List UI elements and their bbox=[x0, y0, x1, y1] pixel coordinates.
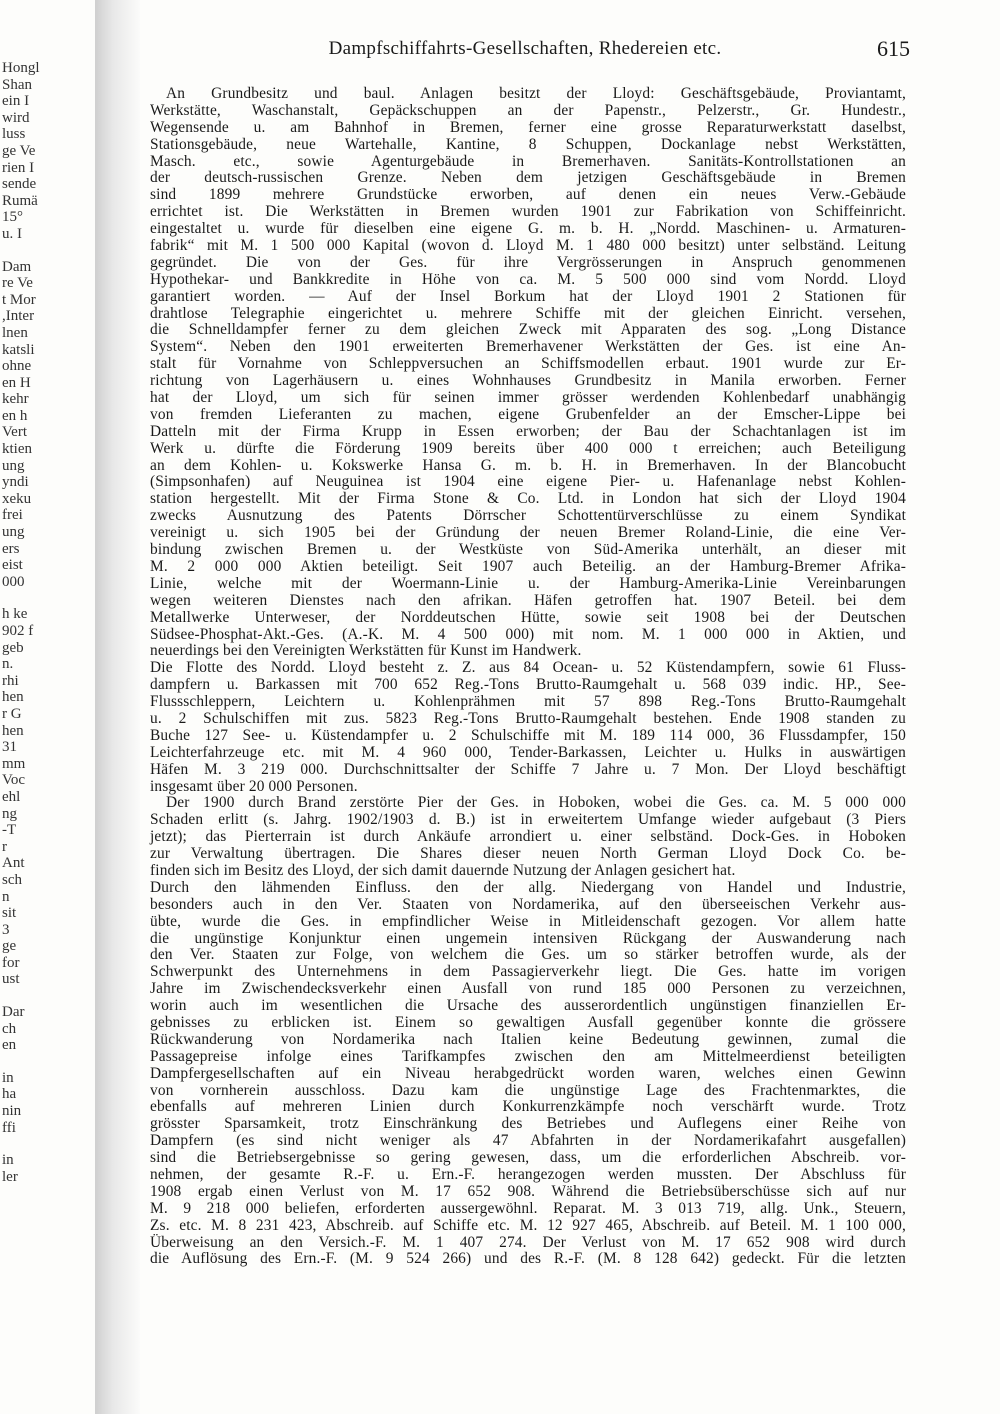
adjacent-page-text-fragment: in bbox=[2, 1069, 14, 1086]
text-line: Wegensende u. am Bahnhof in Bremen, ferner eine grosse Reparaturwerkstatt daselbst, bbox=[150, 118, 906, 136]
text-line: Flussschleppern, Leichtern u. Kohlenprähmen mit 57 898 Reg.-Tons Brutto-Raumgehalt bbox=[150, 693, 906, 711]
text-line: Südsee-Phosphat-Akt.-Ges. (A.-K. M. 4 500 000) mit nom. M. 1 000 000 in Aktien, und bbox=[150, 625, 906, 643]
adjacent-page-text-fragment: ha bbox=[2, 1086, 17, 1103]
binding-gutter bbox=[95, 0, 140, 1414]
text-line: nehmen, der gesamte R.-F. u. Ern.-F. herangezogen werden mussten. Der Abschluss für bbox=[150, 1166, 906, 1183]
adjacent-page-text-fragment: lnen bbox=[2, 324, 28, 341]
text-line: worin auch im wesentlichen die Ursache des ausserordentlich ungünstigen finanziellen Er- bbox=[150, 997, 906, 1015]
text-line: sind 1899 mehrere Grundstücke erworben, auf denen ein neues Verw.-Gebäude bbox=[150, 186, 906, 204]
adjacent-page-text-fragment: sit bbox=[2, 905, 17, 922]
adjacent-page-text-fragment: eist bbox=[2, 557, 23, 574]
text-line: Rückwanderung von Nordamerika nach Italien keine Bedeutung gewinnen, zumal die bbox=[150, 1030, 906, 1048]
adjacent-page-text-fragment bbox=[0, 1136, 100, 1152]
text-line: Werkstätte, Waschanstalt, Gepäckschuppen an der Papenstr., Pelzerstr., Gr. Hundestr., bbox=[150, 101, 906, 119]
text-line: Leichterfahrzeuge etc. mit M. 4 960 000, Tender-Barkassen, Leichter u. Hulks in auswärtigen bbox=[150, 743, 906, 761]
text-line: garantiert worden. — Auf der Insel Borkum hat der Lloyd 1901 2 Stationen für bbox=[150, 287, 906, 305]
text-line: den Ver. Staaten zur Folge, von welchem die Ges. um so stärker betroffen wurde, als der bbox=[150, 946, 906, 964]
text-line: An Grundbesitz und baul. Anlagen besitzt der Lloyd: Geschäftsgebäude, Proviantamt, bbox=[166, 85, 906, 102]
text-line: Jahre im Zwischendecksverkehr einen Ausfall von rund 185 000 Personen zu verzeichnen, bbox=[150, 980, 906, 998]
text-line: M. 2 000 000 Aktien beteiligt. Seit 1907 auch Beteilig. an der Hamburg-Bremer Afrika- bbox=[150, 557, 906, 575]
body-text bbox=[150, 86, 906, 1268]
text-line: von fremden Lieferanten zu machen, eigene Grubenfelder an der Emscher-Lippe bei bbox=[150, 405, 906, 423]
text-line: sind die Betriebsergebnisse so gering gewesen, dass, um die erforderlichen Abschreib. vor- bbox=[150, 1149, 906, 1167]
adjacent-page-text-fragment: Ant bbox=[2, 855, 25, 872]
text-line: Häfen M. 3 219 000. Durchschnittsalter der Schiffe 7 Jahre u. 7 Mon. Der Lloyd beschäftigt bbox=[150, 760, 906, 778]
text-line: eingestaltet u. wurde für dieselben eine eigene G. m. b. H. „Nordd. Maschinen- u. Armaturen- bbox=[150, 220, 906, 238]
adjacent-page-text-fragment: in bbox=[2, 1152, 14, 1169]
adjacent-page-text-fragment: re Ve bbox=[2, 275, 33, 292]
text-line: bindung zwischen Bremen u. der Westküste von Süd-Amerika unterhält, an dieser mit bbox=[150, 541, 906, 559]
adjacent-page-text-fragment: n. bbox=[2, 656, 14, 673]
adjacent-page-text-fragment: h ke bbox=[2, 606, 28, 623]
adjacent-page-text-fragment: kehr bbox=[2, 391, 29, 408]
text-line: hat der Lloyd, um sich für seinen immer grösser werdenden Kohlenbedarf unabhängig bbox=[150, 389, 906, 407]
text-line: an dem Kohlen- u. Kokswerke Hansa G. m. b. H. in Bremerhaven. In der Blancobucht bbox=[150, 456, 906, 474]
text-line: (Simpsonhafen) auf Neuguinea ist 1904 eine eigene Pier- u. Hafenanlage nebst Kohlen- bbox=[150, 473, 906, 491]
text-line: station hergestellt. Mit der Firma Stone & Co. Ltd. in London hat sich der Lloyd 1904 bbox=[150, 490, 906, 508]
text-line: die Auflösung des Ern.-F. (M. 9 524 266) und des R.-F. (M. 8 128 642) gedeckt. Für die letzten bbox=[150, 1250, 906, 1268]
text-line: insgesamt über 20 000 Personen. bbox=[150, 777, 358, 795]
adjacent-page-text-fragment: sende bbox=[2, 176, 37, 193]
adjacent-page-text-fragment bbox=[0, 590, 100, 606]
text-line: zwecks Ausnutzung des Patents Dörrscher Schottentürverschlüsse zu einem Syndikat bbox=[150, 507, 906, 525]
adjacent-page-text-fragment: sch bbox=[2, 871, 22, 888]
text-line: gegründet. Die von der Ges. für ihre Vergrösserungen in Anspruch genommenen bbox=[150, 253, 906, 271]
adjacent-page-text-fragment: Dam bbox=[2, 258, 32, 275]
adjacent-page-text-fragment: frei bbox=[2, 507, 23, 524]
text-line: zur Verwaltung übertragen. Die Shares dieser neuen North German Lloyd Dock Co. be- bbox=[150, 845, 906, 863]
adjacent-page-text-fragment: 3 bbox=[2, 921, 10, 938]
text-line: M. 9 218 000 beliefen, erforderten aussergewöhnl. Reparat. M. 3 013 719, allg. Unk., Steuern, bbox=[150, 1199, 906, 1217]
adjacent-page-text-fragment: Vert bbox=[2, 424, 27, 441]
text-line: wegen weiteren Dienstes nach den afrikan. Häfen getroffen hat. 1907 Beteil. bei dem bbox=[150, 591, 906, 609]
adjacent-page-text-fragment: ffi bbox=[2, 1119, 16, 1136]
adjacent-page-text-fragment: ehl bbox=[2, 788, 21, 805]
adjacent-page-text-fragment: Voc bbox=[2, 772, 26, 789]
adjacent-page-text-fragment: t Mor bbox=[2, 291, 36, 308]
text-line: Die Flotte des Nordd. Lloyd besteht z. Z. aus 84 Ocean- u. 52 Küstendampfern, sowie 61 Fluss- bbox=[150, 659, 906, 677]
adjacent-page-text-fragment: ge bbox=[2, 938, 17, 955]
adjacent-page-text-fragment: en bbox=[2, 1037, 17, 1054]
adjacent-page-text-fragment: Shan bbox=[2, 76, 32, 93]
text-line: fabrik“ mit M. 1 500 000 Kapital (wovon d. Lloyd M. 1 480 000 besitzt) unter selbständ. Leitung bbox=[150, 237, 906, 255]
adjacent-page-text-fragment: rien I bbox=[2, 159, 35, 176]
adjacent-page-text-fragment: yndi bbox=[2, 474, 29, 491]
adjacent-page-text-fragment: ung bbox=[2, 457, 25, 474]
adjacent-page-text-fragment: 15° bbox=[2, 209, 23, 226]
adjacent-page-text-fragment bbox=[0, 988, 100, 1004]
adjacent-page-text-fragment: Hongl bbox=[2, 60, 40, 76]
text-line: Passagepreise infolge eines Tarifkampfes zwischen den am Mittelmeerdienst beteiligten bbox=[150, 1047, 906, 1065]
text-line: die ungünstige Konjunktur einen ungemein intensiven Rückgang der Auswanderung nach bbox=[150, 929, 906, 947]
text-line: finden sich im Besitz des Lloyd, der sich damit dauernde Nutzung der Anlagen gesichert hat. bbox=[150, 861, 736, 879]
adjacent-page-text-fragment: ohne bbox=[2, 358, 32, 375]
adjacent-page-text-fragment: katsli bbox=[2, 341, 35, 358]
page-header bbox=[140, 36, 910, 66]
adjacent-page-text-fragment: ktien bbox=[2, 441, 32, 458]
page-number: 615 bbox=[877, 36, 910, 61]
adjacent-page-text-fragment: xeku bbox=[2, 490, 32, 507]
text-line: Hypothekar- und Bankkredite in Höhe von ca. M. 5 500 000 sind vom Nordd. Lloyd bbox=[150, 270, 906, 288]
adjacent-page-text-fragment: luss bbox=[2, 126, 26, 143]
text-line: Dampfern (es sind nicht weniger als 47 Abfahrten in der Nordamerikafahrt ausgefallen) bbox=[150, 1132, 906, 1150]
adjacent-page-text-fragment: ers bbox=[2, 540, 20, 557]
text-line: Der 1900 durch Brand zerstörte Pier der Ges. in Hoboken, wobei die Ges. ca. M. 5 000 000 bbox=[166, 794, 906, 812]
adjacent-page-text-fragment: ch bbox=[2, 1020, 17, 1037]
text-line: drahtlose Telegraphie eingerichtet u. mehrere Schiffe mit der gleichen Einricht. versehen, bbox=[150, 304, 906, 322]
adjacent-page-text-fragment: u. I bbox=[2, 225, 22, 242]
text-line: grösster Sparsamkeit, trotz Einschränkung des Betriebes und Auflegens einer Reihe von bbox=[150, 1115, 906, 1133]
adjacent-page-text-fragment: ust bbox=[2, 971, 20, 988]
adjacent-page-text-fragment: ng bbox=[2, 805, 17, 822]
adjacent-page-text-fragment: Dar bbox=[2, 1004, 25, 1021]
text-line: u. 2 Schulschiffen mit zus. 5823 Reg.-Tons Brutto-Raumgehalt bestehen. Ende 1908 standen zu bbox=[150, 709, 906, 727]
text-line: die Schnelldampfer ferner zu dem gleichen Zweck mit Apparaten des sog. „Long Distance bbox=[150, 321, 906, 339]
adjacent-page-text-fragment: 000 bbox=[2, 573, 25, 590]
text-line: der deutsch-russischen Grenze. Neben dem jetzigen Geschäftsgebäude in Bremen bbox=[150, 169, 906, 187]
text-line: übte, wurde die Ges. in empfindlicher Weise in Mitleidenschaft gezogen. Vor allem hatte bbox=[150, 912, 906, 930]
adjacent-page-text-fragment: hen bbox=[2, 722, 24, 739]
text-line: Schwerpunkt des Unternehmens in dem Passagierverkehr liegt. Die Ges. hatte im vorigen bbox=[150, 963, 906, 981]
adjacent-page-text-fragment bbox=[0, 243, 100, 259]
text-line: neuerdings bei den Vereinigten Werkstätten für Kunst im Handwerk. bbox=[150, 642, 582, 660]
adjacent-page-text-fragment: nin bbox=[2, 1103, 22, 1120]
text-line: Buche 127 See- u. Küstendampfer u. 2 Schulschiffe mit M. 189 114 000, 36 Flussdampfer, 150 bbox=[150, 726, 906, 744]
adjacent-page-text-fragment: r bbox=[2, 838, 7, 855]
text-line: 1908 ergab einen Verlust von M. 17 652 908. Während die Betriebsüberschüsse sich auf nur bbox=[150, 1182, 906, 1200]
text-line: vereinigt u. sich 1905 bei der Gründung der neuen Bremer Roland-Linie, die eine Ver- bbox=[150, 524, 906, 542]
adjacent-page-text-fragment: ung bbox=[2, 524, 25, 541]
adjacent-page-text-fragment: Rumä bbox=[2, 192, 38, 209]
adjacent-page-text-fragment: n bbox=[2, 888, 10, 905]
text-line: Überweisung an den Versich.-F. M. 1 407 274. Der Verlust von M. 17 652 908 wird durch bbox=[150, 1233, 906, 1251]
text-line: ebenfalls auf mehreren Linien durch Konkurrenzkämpfe noch verschärft wurde. Trotz bbox=[150, 1098, 906, 1116]
adjacent-page-text-fragment: ,Inter bbox=[2, 308, 35, 325]
adjacent-page-text-fragment: en H bbox=[2, 374, 31, 391]
text-line: Datteln mit der Firma Krupp in Essen erworben; der Bau der Schachtanlagen ist im bbox=[150, 422, 906, 440]
adjacent-page-text-fragment: r G bbox=[2, 705, 22, 722]
adjacent-page-text-fragment: rhi bbox=[2, 672, 19, 689]
text-line: Dampfergesellschaften auf ein Niveau herabgedrückt worden waren, welches einen Gewinn bbox=[150, 1064, 906, 1082]
text-line: Durch den lähmenden Einfluss. den der allg. Niedergang von Handel und Industrie, bbox=[150, 878, 906, 896]
adjacent-page-text-fragment: ge Ve bbox=[2, 142, 36, 159]
adjacent-page-text-fragment bbox=[0, 1054, 100, 1070]
text-line: Werk u. dürfte die Förderung 1909 bereits über 400 000 t erreichen; auch Beteiligung bbox=[150, 439, 906, 457]
text-line: errichtet ist. Die Werkstätten in Bremen wurden 1901 zur Fabrikation von Schiffeinricht. bbox=[150, 203, 906, 221]
text-line: Stationsgebäude, neue Wartehalle, Kantine, 8 Schuppen, Dockanlage nebst Werkstätten, bbox=[150, 135, 906, 153]
adjacent-page-text-fragment: wird bbox=[2, 109, 30, 126]
adjacent-page-text-fragment: 31 bbox=[2, 739, 17, 756]
adjacent-page-text-fragment: mm bbox=[2, 755, 26, 772]
text-line: Metallwerke Unterweser, der Norddeutschen Hütte, sowie seit 1908 bei der Deutschen bbox=[150, 608, 906, 626]
adjacent-page-fragment bbox=[0, 60, 100, 1380]
text-line: Masch. etc., sowie Agenturgebäude in Bremerhaven. Sanitäts-Kontrollstationen an bbox=[150, 152, 906, 170]
adjacent-page-text-fragment: ein I bbox=[2, 93, 30, 110]
adjacent-page-text-fragment: geb bbox=[2, 639, 24, 656]
adjacent-page-text-fragment: hen bbox=[2, 689, 24, 706]
text-line: gebnisses zu erblicken ist. Einem so gewaltigen Ausfall gegenüber konnte die grössere bbox=[150, 1013, 906, 1031]
adjacent-page-text-fragment: for bbox=[2, 954, 20, 971]
adjacent-page-text-fragment: 902 f bbox=[2, 623, 34, 639]
text-line: Linie, welche mit der Woermann-Linie u. der Hamburg-Amerika-Linie Vereinbarungen bbox=[150, 574, 906, 592]
text-line: jetzt); das Pierterrain ist durch Ankäufe arrondiert u. einer selbständ. Dock-Ges. in Hoboken bbox=[150, 828, 906, 846]
text-line: Zs. etc. M. 8 231 423, Abschreib. auf Schiffe etc. M. 12 927 465, Abschreib. auf Beteil. M. 1 100 000, bbox=[150, 1216, 906, 1234]
text-line: stalt für Vornahme von Schleppversuchen an Schiffsmodellen erbaut. 1901 wurde zur Er- bbox=[150, 355, 906, 373]
text-line: dampfern u. Barkassen mit 700 652 Reg.-Tons Brutto-Raumgehalt u. 568 039 indic. HP., See- bbox=[150, 676, 906, 694]
text-line: von vornherein ausschloss. Dazu kam die ungünstige Lage des Frachtenmarktes, die bbox=[150, 1081, 906, 1099]
adjacent-page-text-fragment: en h bbox=[2, 407, 28, 424]
text-line: Schaden erlitt (s. Jahrg. 1902/1903 d. B.) ist in erweitertem Umfange wieder aufgebaut (3 Piers bbox=[150, 811, 906, 829]
text-line: richtung von Lagerhäusern u. eines Wohnhauses Grundbesitz in Manila erworben. Ferner bbox=[150, 372, 906, 390]
running-title: Dampfschiffahrts-Gesellschaften, Rhedereien etc. bbox=[328, 38, 722, 59]
text-line: System“. Neben den 1901 erweiterten Bremerhavener Werkstätten der Ges. ist eine An- bbox=[150, 338, 906, 356]
adjacent-page-text-fragment: -T bbox=[2, 822, 17, 839]
adjacent-page-text-fragment: ler bbox=[2, 1168, 18, 1185]
text-line: besonders auch in den Ver. Staaten von Nordamerika, auf den überseeischen Verkehr aus- bbox=[150, 895, 906, 913]
